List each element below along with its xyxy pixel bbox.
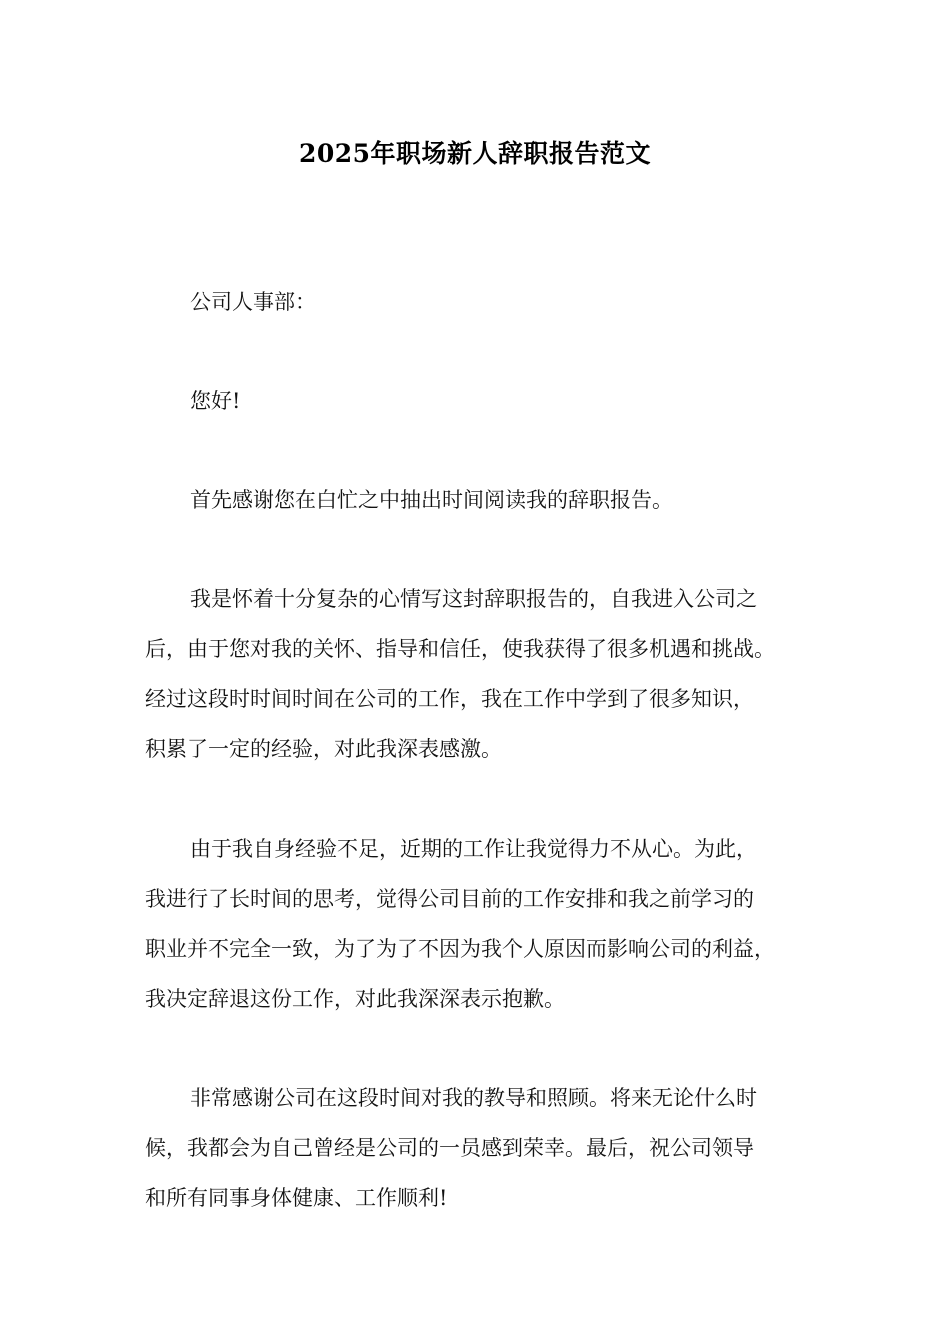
salutation: 公司人事部： bbox=[190, 290, 316, 314]
paragraph-3-line-2: 我进行了长时间的思考，觉得公司目前的工作安排和我之前学习的 bbox=[145, 887, 754, 911]
paragraph-4-line-2: 候，我都会为自己曾经是公司的一员感到荣幸。最后，祝公司领导 bbox=[145, 1136, 754, 1160]
paragraph-2-line-2: 后，由于您对我的关怀、指导和信任，使我获得了很多机遇和挑战。 bbox=[145, 637, 775, 661]
paragraph-4-line-3: 和所有同事身体健康、工作顺利! bbox=[145, 1186, 448, 1210]
paragraph-2-line-4: 积累了一定的经验，对此我深表感激。 bbox=[145, 737, 502, 761]
paragraph-3-line-3: 职业并不完全一致，为了为了不因为我个人原因而影响公司的利益， bbox=[145, 937, 775, 961]
paragraph-1-line-1: 首先感谢您在白忙之中抽出时间阅读我的辞职报告。 bbox=[190, 488, 673, 512]
paragraph-2-line-1: 我是怀着十分复杂的心情写这封辞职报告的，自我进入公司之 bbox=[190, 587, 757, 611]
greeting: 您好! bbox=[190, 389, 241, 413]
document-title: 2025年职场新人辞职报告范文 bbox=[298, 139, 652, 168]
paragraph-3-line-4: 我决定辞退这份工作，对此我深深表示抱歉。 bbox=[145, 987, 565, 1011]
paragraph-2-line-3: 经过这段时时间时间在公司的工作，我在工作中学到了很多知识， bbox=[145, 687, 754, 711]
paragraph-4-line-1: 非常感谢公司在这段时间对我的教导和照顾。将来无论什么时 bbox=[190, 1086, 757, 1110]
paragraph-3-line-1: 由于我自身经验不足，近期的工作让我觉得力不从心。为此， bbox=[190, 837, 757, 861]
